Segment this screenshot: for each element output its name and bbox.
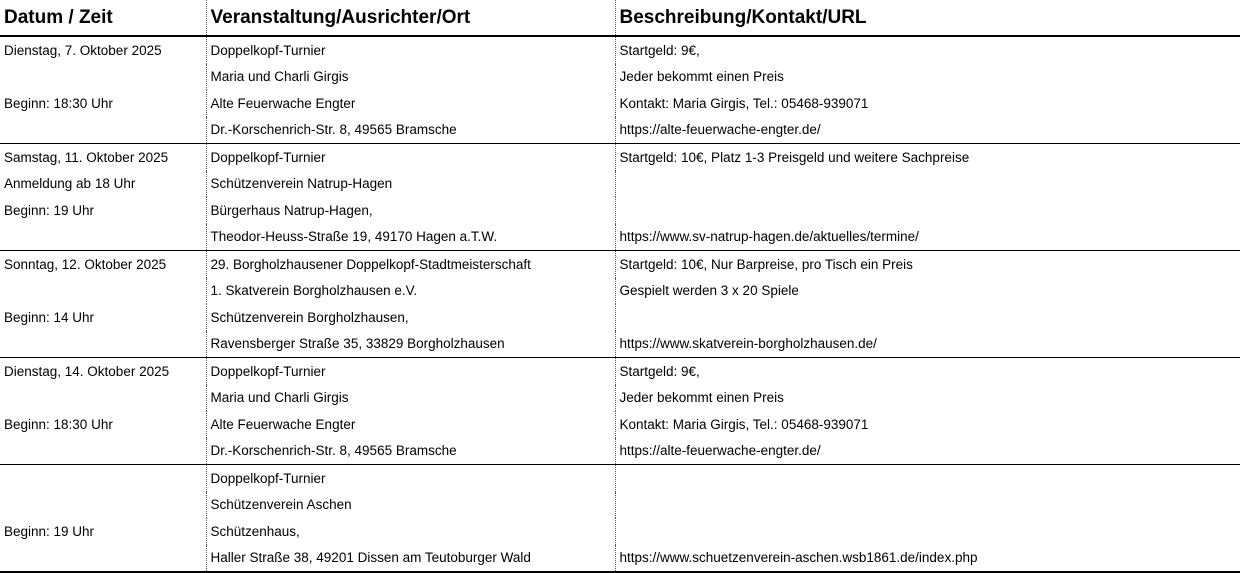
- description-cell: Kontakt: Maria Girgis, Tel.: 05468-939071: [615, 411, 1240, 438]
- table-body: [0, 36, 1240, 572]
- date-time-cell: [0, 385, 206, 412]
- date-time-cell: Beginn: 19 Uhr: [4, 202, 95, 218]
- table-row: [0, 224, 1240, 251]
- date-time-cell: Anmeldung ab 18 Uhr: [4, 176, 136, 192]
- description-cell: Kontakt: Maria Girgis, Tel.: 05468-939071: [615, 90, 1240, 117]
- event-info-cell: Haller Straße 38, 49201 Dissen am Teutoburger Wald: [206, 545, 615, 573]
- date-time-cell: [0, 492, 206, 519]
- date-time-cell: Beginn: 14 Uhr: [4, 309, 95, 325]
- description-cell: https://alte-feuerwache-engter.de/: [615, 438, 1240, 465]
- table-row: [0, 331, 1240, 358]
- table-row: [0, 492, 1240, 519]
- table-row: [0, 358, 1240, 385]
- event-info-cell: Dr.-Korschenrich-Str. 8, 49565 Bramsche: [206, 117, 615, 144]
- event-info-cell: Doppelkopf-Turnier: [206, 144, 615, 171]
- date-time-cell: [0, 331, 206, 358]
- description-cell: [615, 197, 1240, 224]
- description-cell: Startgeld: 10€, Platz 1-3 Preisgeld und weitere Sachpreise: [615, 144, 1240, 171]
- date-time-cell: Dienstag, 14. Oktober 2025: [4, 363, 170, 379]
- header-event-organizer-location: Veranstaltung/Ausrichter/Ort: [206, 0, 615, 36]
- header-row: [0, 0, 1240, 36]
- description-cell: Jeder bekommt einen Preis: [615, 385, 1240, 412]
- event-info-cell: Bürgerhaus Natrup-Hagen,: [206, 197, 615, 224]
- table-row: [0, 411, 1240, 438]
- date-time-cell: [0, 64, 206, 91]
- header-description-contact-url: Beschreibung/Kontakt/URL: [615, 0, 1240, 36]
- date-time-cell: Beginn: 19 Uhr: [4, 523, 95, 539]
- table-row: [0, 251, 1240, 278]
- table-row: [0, 144, 1240, 171]
- description-cell: Jeder bekommt einen Preis: [615, 64, 1240, 91]
- table-row: [0, 385, 1240, 412]
- description-cell: [615, 518, 1240, 545]
- event-info-cell: 29. Borgholzhausener Doppelkopf-Stadtmeisterschaft: [206, 251, 615, 278]
- event-info-cell: Ravensberger Straße 35, 33829 Borgholzhausen: [206, 331, 615, 358]
- description-cell: Startgeld: 9€,: [615, 358, 1240, 385]
- date-time-cell: [0, 278, 206, 305]
- table-row: [0, 304, 1240, 331]
- date-time-cell: Beginn: 18:30 Uhr: [4, 95, 113, 111]
- description-cell: Startgeld: 10€, Nur Barpreise, pro Tisch ein Preis: [615, 251, 1240, 278]
- date-time-cell: [0, 224, 206, 251]
- description-cell: https://www.sv-natrup-hagen.de/aktuelles/termine/: [615, 224, 1240, 251]
- event-info-cell: Doppelkopf-Turnier: [206, 358, 615, 385]
- description-cell: [615, 492, 1240, 519]
- description-cell: https://www.skatverein-borgholzhausen.de/: [615, 331, 1240, 358]
- table-row: [0, 197, 1240, 224]
- date-time-cell: Dienstag, 7. Oktober 2025: [4, 42, 162, 58]
- table-row: [0, 64, 1240, 91]
- event-info-cell: Maria und Charli Girgis: [206, 64, 615, 91]
- description-cell: [615, 465, 1240, 492]
- event-info-cell: Alte Feuerwache Engter: [206, 411, 615, 438]
- description-cell: https://alte-feuerwache-engter.de/: [615, 117, 1240, 144]
- table-row: [0, 117, 1240, 144]
- table-row: [0, 90, 1240, 117]
- table-row: [0, 465, 1240, 492]
- date-time-cell: [0, 117, 206, 144]
- event-info-cell: Doppelkopf-Turnier: [206, 465, 615, 492]
- event-info-cell: Schützenverein Natrup-Hagen: [206, 171, 615, 198]
- event-info-cell: Dr.-Korschenrich-Str. 8, 49565 Bramsche: [206, 438, 615, 465]
- event-info-cell: Schützenhaus,: [206, 518, 615, 545]
- event-info-cell: Alte Feuerwache Engter: [206, 90, 615, 117]
- event-info-cell: Maria und Charli Girgis: [206, 385, 615, 412]
- date-time-cell: Samstag, 11. Oktober 2025: [4, 149, 169, 165]
- header-date-time: Datum / Zeit: [0, 0, 206, 36]
- description-cell: Startgeld: 9€,: [615, 36, 1240, 64]
- description-cell: [615, 171, 1240, 198]
- event-info-cell: Theodor-Heuss-Straße 19, 49170 Hagen a.T.W.: [206, 224, 615, 251]
- date-time-cell: [0, 438, 206, 465]
- date-time-cell: Beginn: 18:30 Uhr: [4, 416, 113, 432]
- event-info-cell: Schützenverein Aschen: [206, 492, 615, 519]
- event-info-cell: 1. Skatverein Borgholzhausen e.V.: [206, 278, 615, 305]
- event-info-cell: Schützenverein Borgholzhausen,: [206, 304, 615, 331]
- date-time-cell: [0, 465, 206, 492]
- table-row: [0, 278, 1240, 305]
- date-time-cell: Sonntag, 12. Oktober 2025: [4, 256, 167, 272]
- table-row: [0, 171, 1240, 198]
- description-cell: https://www.schuetzenverein-aschen.wsb1861.de/index.php: [615, 545, 1240, 573]
- table-row: [0, 36, 1240, 64]
- description-cell: Gespielt werden 3 x 20 Spiele: [615, 278, 1240, 305]
- event-info-cell: Doppelkopf-Turnier: [206, 36, 615, 64]
- table-row: [0, 438, 1240, 465]
- description-cell: [615, 304, 1240, 331]
- table-row: [0, 518, 1240, 545]
